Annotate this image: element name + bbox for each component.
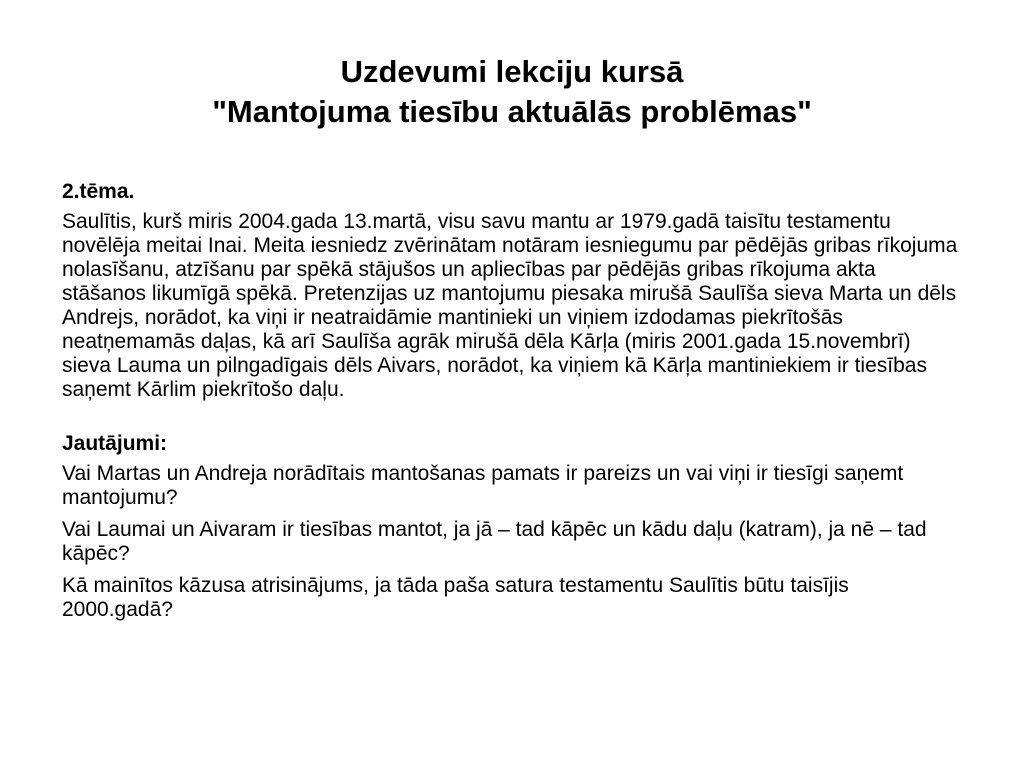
question-1: Vai Martas un Andreja norādītais mantošanas pamats ir pareizs un vai viņi ir tiesīgi saņemt mantojumu? — [62, 462, 904, 509]
slide-body — [62, 180, 962, 630]
slide-title — [60, 52, 964, 132]
case-text: Saulītis, kurš miris 2004.gada 13.martā, visu savu mantu ar 1979.gadā taisītu testamentu novēlēja meitai Inai. Meita iesniedz zvērinātam notāram iesniegumu par pēdējās gribas rīkojuma nolasīšanu, atzīšanu par spēkā stājušos un apliecības par pēdējās gribas rīkojuma akta stāšanos likumīgā spēkā. Pretenzijas uz mantojumu piesaka mirušā Saulīša sieva Marta un dēls Andrejs, norādot, ka viņi ir neatraidāmie mantinieki un viņiem izdodamas piekrītošās neatņemamās daļas, kā arī Saulīša agrāk mirušā dēla Kārļa (miris 2001.gada 15.novembrī) sieva Lauma un pilngadīgais dēls Aivars, norādot, ka viņiem kā Kārļa mantiniekiem ir tiesības saņemt Kārlim piekrītošo daļu. — [62, 210, 958, 401]
title-line-course: Uzdevumi lekciju kursā — [340, 54, 684, 89]
title-line-subject: "Mantojuma tiesību aktuālās problēmas" — [212, 94, 812, 129]
question-3: Kā mainītos kāzusa atrisinājums, ja tāda paša satura testamentu Saulītis būtu taisījis 2000.gadā? — [62, 574, 849, 621]
topic-heading: 2.tēma. — [62, 180, 135, 203]
questions-heading: Jautājumi: — [62, 432, 168, 455]
question-2: Vai Laumai un Aivaram ir tiesības mantot, ja jā – tad kāpēc un kādu daļu (katram), ja nē – tad kāpēc? — [62, 518, 927, 565]
